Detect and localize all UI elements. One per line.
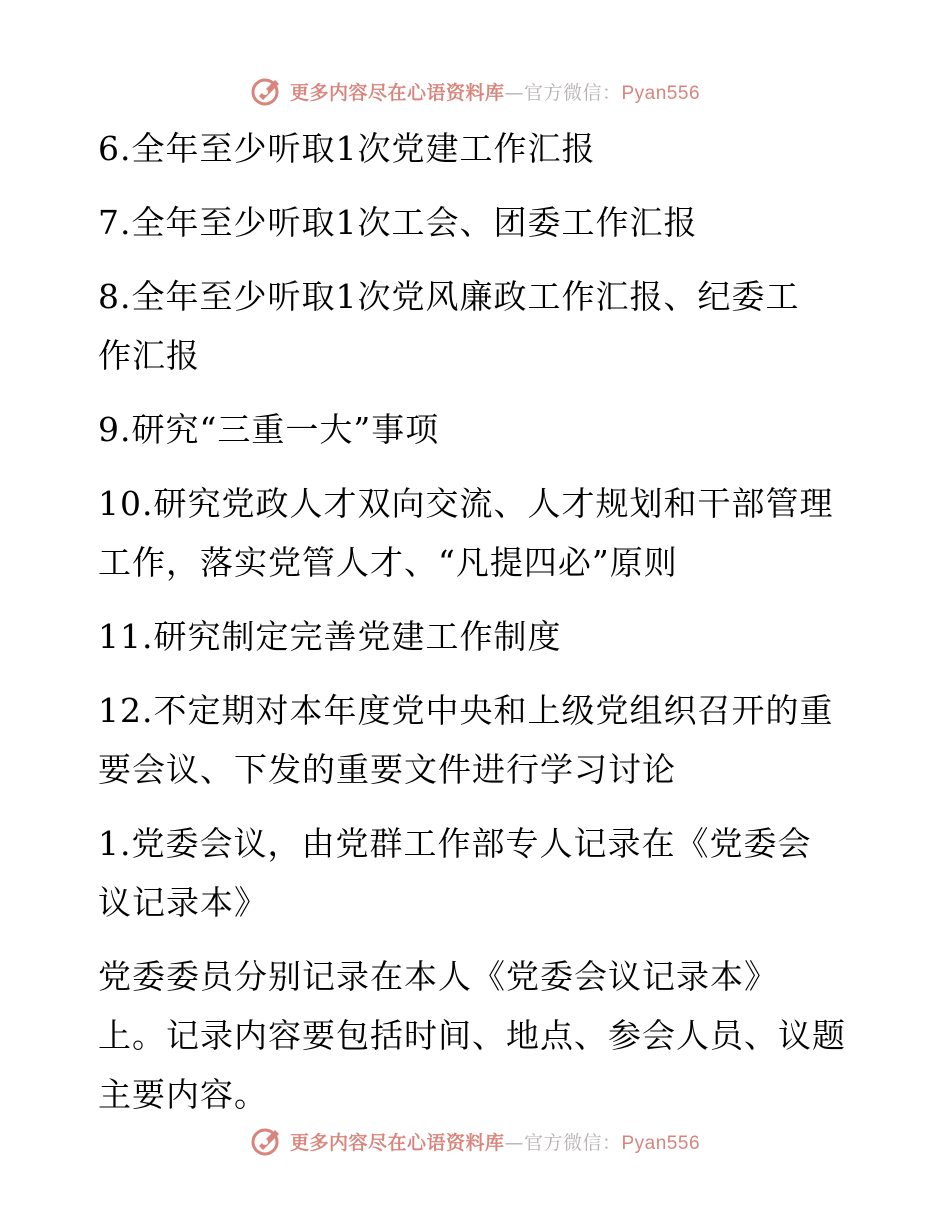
paragraph-line: 作汇报	[98, 336, 200, 375]
paragraph-line: 上。记录内容要包括时间、地点、参会人员、议题	[98, 1016, 846, 1055]
paragraph	[98, 400, 858, 459]
watermark-brand: 更多内容尽在心语资料库	[289, 1131, 505, 1154]
watermark-dash: —	[504, 1131, 524, 1154]
watermark-brand: 更多内容尽在心语资料库	[289, 81, 505, 104]
document-body	[98, 119, 858, 1124]
paragraph-line: 8.全年至少听取1次党风廉政工作汇报、纪委工	[98, 277, 800, 316]
paragraph	[98, 474, 858, 592]
paragraph	[98, 814, 858, 932]
watermark-wechat-label: 官方微信：	[523, 1131, 622, 1154]
watermark-wechat-id: Pyan556	[621, 1132, 701, 1154]
paragraph-line: 党委委员分别记录在本人《党委会议记录本》	[98, 957, 778, 996]
header-watermark	[0, 71, 950, 111]
paragraph-line: 11.研究制定完善党建工作制度	[98, 617, 562, 656]
paragraph-line: 7.全年至少听取1次工会、团委工作汇报	[98, 203, 698, 242]
paragraph	[98, 681, 858, 799]
watermark-wechat-label: 官方微信：	[523, 81, 622, 104]
footer-watermark	[0, 1121, 950, 1161]
paragraph	[98, 947, 858, 1124]
paragraph-line: 12.不定期对本年度党中央和上级党组织召开的重	[98, 691, 834, 730]
paragraph-line: 6.全年至少听取1次党建工作汇报	[98, 129, 596, 168]
paragraph-line: 议记录本》	[98, 883, 268, 922]
watermark-dash: —	[504, 81, 524, 104]
paragraph-line: 主要内容。	[98, 1075, 268, 1114]
watermark-text	[290, 78, 700, 105]
paragraph	[98, 193, 858, 252]
paragraph	[98, 267, 858, 385]
watermark-wechat-id: Pyan556	[621, 82, 701, 104]
paragraph	[98, 607, 858, 666]
paragraph-line: 工作，落实党管人才、“凡提四必”原则	[98, 543, 678, 582]
paragraph	[98, 119, 858, 178]
watermark-text	[290, 1128, 700, 1155]
paragraph-line: 要会议、下发的重要文件进行学习讨论	[98, 750, 676, 789]
brand-logo-icon	[250, 74, 284, 108]
paragraph-line: 1.党委会议，由党群工作部专人记录在《党委会	[98, 824, 812, 863]
paragraph-line: 9.研究“三重一大”事项	[98, 410, 440, 449]
brand-logo-icon	[250, 1124, 284, 1158]
paragraph-line: 10.研究党政人才双向交流、人才规划和干部管理	[98, 484, 834, 523]
